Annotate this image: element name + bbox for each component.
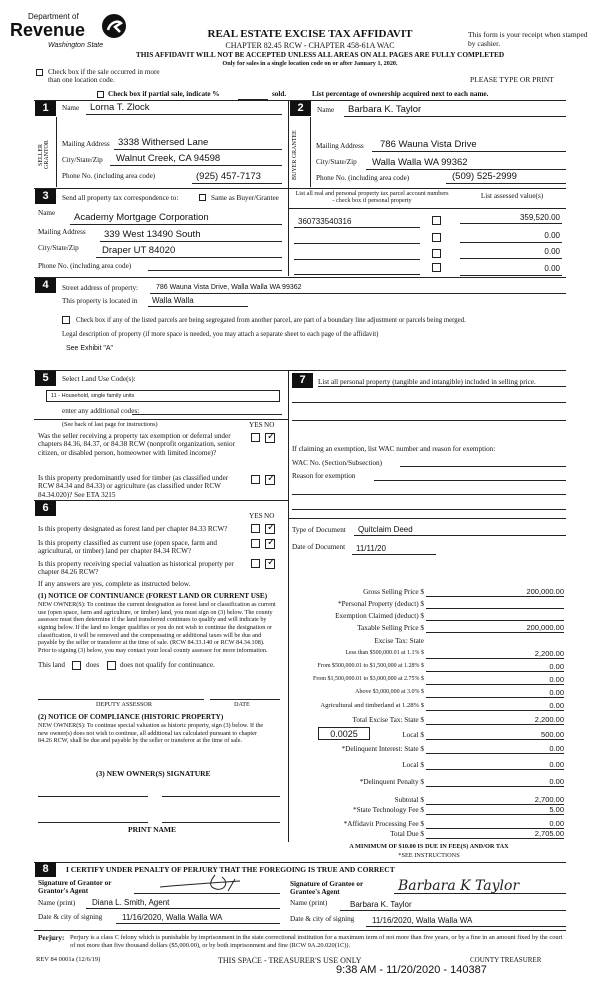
subtotal-label: Subtotal $ bbox=[394, 796, 424, 804]
tax-agricultural-value[interactable]: 0.00 bbox=[426, 701, 564, 711]
parcel-4-personal-checkbox[interactable] bbox=[432, 263, 441, 272]
notice1-text: NEW OWNER(S): To continue the current designation as forest land or classification as current use (open space, farm and agriculture, or timber) land, you must sign on (3) below. The county assessor must then determine if the land transferred continues to qualify and will indicate by signing below. If the land no longer qualifies or you do not wish to continue the designation or classification, it will be removed and the compensating or additional taxes will be due and payable by the seller or transferor at the time of sale. (RCW 84.33.140 or RCW 84.34.108). Prior to signing (3) below, you may contact your local county assessor for more information. bbox=[38, 601, 276, 654]
see-back-note: (See back of last page for instructions) bbox=[62, 421, 158, 428]
taxable-selling-price-value[interactable]: 200,000.00 bbox=[426, 623, 564, 633]
s6-q3-yes-checkbox[interactable] bbox=[251, 559, 260, 568]
s5-q2-no-checkbox[interactable] bbox=[265, 475, 275, 485]
notice2-text: NEW OWNER(S): To continue special valuation as historic property, sign (3) below. If the new owner(s) does not wish to continue, all additional tax calculated pursuant to chapter 84.26 RCW, shall be due and payable by the seller or transferor at the time of sale. bbox=[38, 722, 264, 745]
grantor-signature[interactable] bbox=[160, 873, 280, 893]
more-location-label: Check box if the sale occurred in more than one location code. bbox=[48, 68, 160, 85]
same-as-buyer-checkbox[interactable] bbox=[199, 194, 206, 201]
grantor-sig-label: Signature of Grantor or Grantor's Agent bbox=[38, 879, 112, 896]
local-tax-label: Local $ bbox=[402, 731, 424, 739]
s6-q1: Is this property designated as forest land per chapter 84.33 RCW? bbox=[38, 525, 228, 533]
affidavit-processing-fee-value[interactable]: 0.00 bbox=[426, 819, 564, 829]
s6-q1-no-checkbox[interactable] bbox=[265, 524, 275, 534]
segregated-label: Check box if any of the listed parcels are being segregated from another parcel, are part of a boundary line adjustment or parcels being merged. bbox=[76, 317, 466, 324]
does-not-label: does not qualify for continuance. bbox=[120, 661, 215, 669]
buyer-side-label: BUYER GRANTEE bbox=[292, 130, 298, 180]
tax-tier-4-label: Above $3,000,000 at 3.0% $ bbox=[355, 689, 424, 695]
land-use-select[interactable] bbox=[46, 390, 280, 402]
logo-main-text: Revenue bbox=[10, 20, 86, 40]
tax-tier-4-value[interactable]: 0.00 bbox=[426, 688, 564, 698]
land-does-checkbox[interactable] bbox=[72, 661, 81, 670]
exemption-claimed-value[interactable] bbox=[426, 611, 564, 621]
gross-selling-price-value[interactable]: 200,000.00 bbox=[426, 587, 564, 597]
parcels-header: List all real and personal property tax parcel account numbers - check box if personal property bbox=[295, 190, 449, 205]
wac-label: WAC No. (Section/Subsection) bbox=[292, 459, 383, 467]
dor-logo bbox=[10, 10, 130, 54]
seller-phone[interactable]: (925) 457-7173 bbox=[196, 171, 261, 182]
list-pct-label: List percentage of ownership acquired next to each name. bbox=[312, 90, 489, 98]
seller-mail-label: Mailing Address bbox=[62, 140, 110, 148]
assessed-3[interactable]: 0.00 bbox=[544, 247, 560, 256]
legal-description[interactable]: See Exhibit "A" bbox=[66, 345, 113, 352]
s5-q1-yes-checkbox[interactable] bbox=[251, 433, 260, 442]
local-tax-value[interactable]: 500.00 bbox=[426, 730, 564, 740]
tax-tier-2-value[interactable]: 0.00 bbox=[426, 662, 564, 672]
new-owner-signature-label: (3) NEW OWNER(S) SIGNATURE bbox=[96, 769, 211, 778]
seller-side-label: SELLER GRANTOR bbox=[38, 140, 50, 170]
located-label: This property is located in bbox=[62, 297, 138, 305]
seller-city-label: City/State/Zip bbox=[62, 156, 103, 164]
corr-city[interactable]: Draper UT 84020 bbox=[102, 245, 176, 256]
subtotal-value[interactable]: 2,700.00 bbox=[426, 795, 564, 805]
partial-sale-checkbox[interactable] bbox=[97, 91, 104, 98]
tax-tier-3-label: From $1,500,000.01 to $3,000,000 at 2.75% $ bbox=[313, 676, 424, 682]
tax-tier-1-value[interactable]: 2,200.00 bbox=[426, 649, 564, 659]
logo-top-text: Department of bbox=[28, 12, 79, 21]
seller-phone-label: Phone No. (including area code) bbox=[62, 172, 156, 180]
section-4-number: 4 bbox=[35, 278, 56, 293]
personal-property-label: List all personal property (tangible and intangible) included in selling price. bbox=[318, 378, 536, 386]
property-location[interactable]: Walla Walla bbox=[152, 296, 194, 305]
buyer-city-label: City/State/Zip bbox=[316, 158, 357, 166]
date-label: DATE bbox=[234, 701, 250, 708]
seller-city[interactable]: Walnut Creek, CA 94598 bbox=[116, 153, 221, 164]
property-street[interactable]: 786 Wauna Vista Drive, Walla Walla WA 99362 bbox=[156, 284, 302, 291]
form-revision: REV 84 0001a (12/6/19) bbox=[36, 956, 101, 963]
form-title: REAL ESTATE EXCISE TAX AFFIDAVIT bbox=[207, 28, 413, 40]
grantee-sig-label: Signature of Grantee or Grantee's Agent bbox=[290, 880, 363, 897]
parcel-3-personal-checkbox[interactable] bbox=[432, 249, 441, 258]
total-due-value[interactable]: 2,705.00 bbox=[426, 829, 564, 839]
treasurer-space: THIS SPACE - TREASURER'S USE ONLY bbox=[218, 956, 362, 965]
minimum-note: A MINIMUM OF $10.00 IS DUE IN FEE(S) AND/OR TAX bbox=[349, 843, 509, 850]
parcel-2-personal-checkbox[interactable] bbox=[432, 233, 441, 242]
total-due-label: Total Due $ bbox=[390, 830, 424, 838]
s5-q2: Is this property predominantly used for timber (as classified under RCW 84.34 and 84.33) or agriculture (as classified under RCW 84.34.020)? See ETA 3215 bbox=[38, 474, 229, 499]
additional-codes-label: enter any additional codes: bbox=[62, 407, 140, 415]
s6-q2-yes-checkbox[interactable] bbox=[251, 539, 260, 548]
delinquent-interest-state-label: *Delinquent Interest: State $ bbox=[341, 745, 424, 753]
sold-label: sold. bbox=[272, 90, 287, 98]
personal-property-label: *Personal Property (deduct) $ bbox=[337, 600, 424, 608]
buyer-name[interactable]: Barbara K. Taylor bbox=[348, 104, 422, 115]
delinquent-interest-local-value[interactable]: 0.00 bbox=[426, 760, 564, 770]
section-8-number: 8 bbox=[35, 862, 56, 877]
corr-mail[interactable]: 339 West 13490 South bbox=[104, 229, 201, 240]
s6-yes-header: YES bbox=[249, 512, 263, 520]
section-3-number: 3 bbox=[35, 189, 56, 204]
corr-phone-label: Phone No. (including area code) bbox=[38, 262, 132, 270]
corr-city-label: City/State/Zip bbox=[38, 244, 79, 252]
gross-selling-price-label: Gross Selling Price $ bbox=[363, 588, 424, 596]
section-2-number: 2 bbox=[290, 101, 311, 116]
s6-q1-yes-checkbox[interactable] bbox=[251, 524, 260, 533]
assessed-2[interactable]: 0.00 bbox=[544, 231, 560, 240]
grantor-name-label: Name (print) bbox=[38, 899, 76, 907]
please-type: PLEASE TYPE OR PRINT bbox=[470, 75, 554, 84]
delinquent-penalty-value[interactable]: 0.00 bbox=[426, 777, 564, 787]
grantee-date-label: Date & city of signing bbox=[290, 915, 355, 923]
buyer-city[interactable]: Walla Walla WA 99362 bbox=[372, 157, 468, 168]
tax-tier-1-label: Less than $500,000.01 at 1.1% $ bbox=[345, 650, 424, 656]
treasurer-stamp: 9:38 AM - 11/20/2020 - 140387 bbox=[336, 964, 487, 976]
section-1-number: 1 bbox=[35, 101, 56, 116]
county-treasurer: COUNTY TREASURER bbox=[470, 956, 542, 964]
taxable-selling-price-label: Taxable Selling Price $ bbox=[357, 624, 424, 632]
grantee-name-label: Name (print) bbox=[290, 899, 328, 907]
grantee-date-city[interactable]: 11/16/2020, Walla Walla WA bbox=[372, 916, 473, 925]
personal-property-value[interactable] bbox=[426, 599, 564, 609]
notice1-title: (1) NOTICE OF CONTINUANCE (FOREST LAND OR CURRENT USE) bbox=[38, 592, 268, 600]
delinquent-interest-local-label: Local $ bbox=[402, 761, 424, 769]
s6-q2: Is this property classified as current use (open space, farm and agricultural, or timber) land per chapter 84.34 RCW? bbox=[38, 539, 218, 556]
state-technology-fee-value[interactable]: 5.00 bbox=[426, 805, 564, 815]
delinquent-penalty-label: *Delinquent Penalty $ bbox=[359, 778, 424, 786]
corr-name[interactable]: Academy Mortgage Corporation bbox=[74, 212, 209, 223]
excise-tax-state-label: Excise Tax: State bbox=[374, 637, 424, 645]
doc-date-label: Date of Document bbox=[292, 543, 346, 551]
grantor-date-label: Date & city of signing bbox=[38, 913, 103, 921]
affidavit-processing-fee-label: *Affidavit Processing Fee $ bbox=[343, 820, 424, 828]
grantor-name[interactable]: Diana L. Smith, Agent bbox=[92, 898, 170, 907]
doc-type[interactable]: Quitclaim Deed bbox=[358, 525, 413, 534]
assessed-4[interactable]: 0.00 bbox=[544, 264, 560, 273]
grantee-signature[interactable]: Barbara K Taylor bbox=[398, 878, 520, 894]
doc-type-label: Type of Document bbox=[292, 526, 346, 534]
land-use-label: Select Land Use Code(s): bbox=[62, 375, 136, 383]
corr-mail-label: Mailing Address bbox=[38, 228, 86, 236]
buyer-phone-label: Phone No. (including area code) bbox=[316, 174, 410, 182]
land-does-not-checkbox[interactable] bbox=[107, 661, 116, 670]
certify-statement: I CERTIFY UNDER PENALTY OF PERJURY THAT THE FOREGOING IS TRUE AND CORRECT bbox=[66, 865, 395, 874]
section-5-number: 5 bbox=[35, 371, 56, 386]
form-warning: THIS AFFIDAVIT WILL NOT BE ACCEPTED UNLESS ALL AREAS ON ALL PAGES ARE FULLY COMPLETED bbox=[135, 50, 505, 59]
more-location-checkbox[interactable] bbox=[36, 69, 43, 76]
segregated-checkbox[interactable] bbox=[62, 316, 70, 324]
grantor-date-city[interactable]: 11/16/2020, Walla Walla WA bbox=[122, 913, 223, 922]
this-land-label: This land bbox=[38, 661, 65, 669]
s6-q3-no-checkbox[interactable] bbox=[265, 559, 275, 569]
partial-sale-label: Check box if partial sale, indicate % bbox=[108, 90, 220, 98]
buyer-mail-label: Mailing Address bbox=[316, 142, 364, 150]
parcel-1-personal-checkbox[interactable] bbox=[432, 216, 441, 225]
assessed-1[interactable]: 359,520.00 bbox=[519, 213, 560, 222]
s5-q1-no-checkbox[interactable] bbox=[265, 433, 275, 443]
buyer-mail[interactable]: 786 Wauna Vista Drive bbox=[380, 139, 477, 150]
deputy-assessor-label: DEPUTY ASSESSOR bbox=[96, 701, 152, 708]
assessed-header: List assessed value(s) bbox=[480, 192, 544, 200]
if-yes-note: If any answers are yes, complete as instructed below. bbox=[38, 580, 191, 588]
s6-q3: Is this property receiving special valuation as historical property per chapter 84.26 RCW? bbox=[38, 560, 234, 577]
parcel-1[interactable]: 360733540316 bbox=[298, 217, 352, 226]
tax-tier-2-label: From $500,000.01 to $1,500,000 at 1.28% $ bbox=[317, 663, 424, 669]
state-technology-fee-label: *State Technology Fee $ bbox=[352, 806, 424, 814]
tax-tier-3-value[interactable]: 0.00 bbox=[426, 675, 564, 685]
s6-q2-no-checkbox[interactable] bbox=[265, 539, 275, 549]
buyer-name-label: Name bbox=[317, 106, 335, 114]
buyer-phone[interactable]: (509) 525-2999 bbox=[452, 171, 517, 182]
section-6-number: 6 bbox=[35, 501, 56, 516]
notice2-title: (2) NOTICE OF COMPLIANCE (HISTORIC PROPERTY) bbox=[38, 713, 224, 721]
receipt-note: This form is your receipt when stamped by cashier. bbox=[468, 30, 588, 48]
exemption-claimed-label: Exemption Claimed (deduct) $ bbox=[335, 612, 424, 620]
seller-mail[interactable]: 3338 Withersed Lane bbox=[118, 137, 209, 148]
same-as-buyer-label: Same as Buyer/Grantee bbox=[211, 194, 279, 202]
exemption-label: If claiming an exemption, list WAC number and reason for exemption: bbox=[292, 445, 496, 453]
corr-name-label: Name bbox=[38, 209, 56, 217]
grantee-name[interactable]: Barbara K. Taylor bbox=[350, 900, 412, 909]
form-chapter: CHAPTER 82.45 RCW - CHAPTER 458-61A WAC bbox=[225, 41, 395, 50]
logo-emblem-icon bbox=[102, 14, 126, 38]
see-instructions: *SEE INSTRUCTIONS bbox=[398, 852, 460, 859]
doc-date[interactable]: 11/11/20 bbox=[356, 544, 386, 553]
total-excise-state-label: Total Excise Tax: State $ bbox=[352, 716, 424, 724]
street-label: Street address of property: bbox=[62, 284, 139, 292]
section-7-number: 7 bbox=[292, 373, 313, 388]
delinquent-interest-state-value[interactable]: 0.00 bbox=[426, 744, 564, 754]
legal-label: Legal description of property (if more space is needed, you may attach a separate sheet to each page of the affidavit) bbox=[62, 331, 379, 338]
s5-q2-yes-checkbox[interactable] bbox=[251, 475, 260, 484]
print-name-label: PRINT NAME bbox=[128, 825, 176, 834]
perjury-text: Perjury is a class C felony which is punishable by imprisonment in the state correctional institution for a maximum term of not more than five years, or by a fine in an amount fixed by the court of not more than five thousand dollars ($5,000.00), or by both imprisonment and fine (RCW 9A.20.020(1C)). bbox=[70, 934, 563, 950]
perjury-label: Perjury: bbox=[38, 934, 65, 942]
s6-no-header: NO bbox=[264, 512, 275, 520]
does-label: does bbox=[86, 661, 100, 669]
form-only-for: Only for sales in a single location code on or after January 1, 2020. bbox=[222, 60, 398, 67]
s5-q1: Was the seller receiving a property tax exemption or deferral under chapters 84.36, 84.37, or 84.38 RCW (nonprofit organization, senior citizen, or disabled person, homeowner with limited income)? bbox=[38, 432, 235, 457]
seller-name[interactable]: Lorna T. Zlock bbox=[90, 102, 150, 113]
send-correspondence-label: Send all property tax correspondence to: bbox=[62, 194, 179, 202]
local-rate-box[interactable]: 0.0025 bbox=[318, 727, 370, 740]
tax-agricultural-label: Agricultural and timberland at 1.28% $ bbox=[320, 702, 424, 709]
s5-no-header: NO bbox=[264, 421, 275, 429]
s5-yes-header: YES bbox=[249, 421, 263, 429]
logo-sub-text: Washington State bbox=[48, 42, 104, 49]
land-use-value: 11 - Household, single family units bbox=[51, 393, 135, 399]
seller-name-label: Name bbox=[62, 104, 80, 112]
reason-label: Reason for exemption bbox=[292, 472, 356, 480]
total-excise-state-value[interactable]: 2,200.00 bbox=[426, 715, 564, 725]
